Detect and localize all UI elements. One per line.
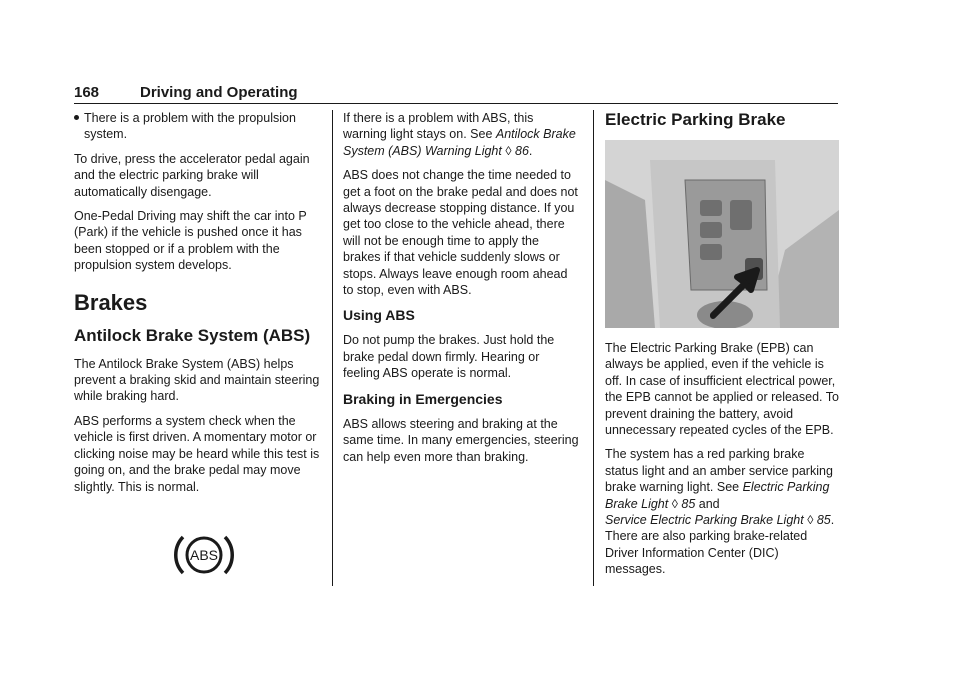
bullet-dot-icon	[74, 115, 79, 120]
bullet-text: There is a problem with the propulsion system.	[84, 111, 296, 142]
heading-electric-parking-brake: Electric Parking Brake	[605, 110, 786, 129]
bullet-item	[74, 110, 322, 143]
paragraph: Do not pump the brakes. Just hold the brake pedal down firmly. Hearing or feeling ABS operate is normal.	[343, 333, 555, 381]
column-1	[74, 110, 322, 579]
page-ref-number[interactable]: 86	[515, 143, 529, 158]
paragraph: ABS does not change the time needed to get a foot on the brake pedal and does not always decrease stopping distance. If you get too close to the vehicle ahead, there will not be enough time to apply the brakes if that vehicle suddenly slows or stops. Always leave enough room ahead to stop, even with ABS.	[343, 168, 578, 298]
column-divider	[332, 110, 333, 586]
column-3	[605, 110, 839, 586]
parking-brake-photo	[605, 140, 839, 328]
section-title: Driving and Operating	[140, 84, 298, 101]
text: The system has a red parking brake status light and an amber service parking brake warning light. See	[605, 447, 833, 495]
abs-icon-label: ABS	[189, 546, 219, 563]
paragraph: The Antilock Brake System (ABS) helps prevent a braking skid and maintain steering while braking hard.	[74, 356, 320, 404]
paragraph: The Electric Parking Brake (EPB) can always be applied, even if the vehicle is off. In case of insufficient electrical power, the EPB cannot be applied or released. To prevent draining the battery, avoid unnecessary repeated cycles of the EPB.	[605, 341, 839, 438]
page-ref-icon: ◊	[807, 513, 814, 528]
page-ref-number[interactable]: 85	[816, 513, 831, 528]
heading-brakes: Brakes	[74, 289, 148, 315]
abs-warning-icon	[172, 531, 236, 579]
text: If there is a problem with ABS, this warning light stays on. See	[343, 111, 534, 142]
text: . There are also parking brake-related Driver Information Center (DIC) messages.	[605, 513, 835, 577]
text: .	[528, 143, 533, 158]
heading-braking-emergencies: Braking in Emergencies	[343, 390, 503, 407]
paragraph	[343, 110, 579, 159]
column-divider	[593, 110, 594, 586]
column-2	[343, 110, 579, 473]
cross-reference-link[interactable]: Electric Parking Brake Light	[605, 480, 830, 511]
paragraph: One-Pedal Driving may shift the car into P (Park) if the vehicle is pushed once it has been stopped or if a problem with the propulsion system develops.	[74, 209, 307, 273]
paragraph: ABS performs a system check when the vehicle is first driven. A momentary motor or clicking noise may be heard while this test is going on, and the brake pedal may move slightly. This is normal.	[74, 413, 320, 494]
heading-using-abs: Using ABS	[343, 307, 415, 324]
page-ref-number[interactable]: 85	[681, 496, 696, 511]
page-header	[74, 84, 838, 104]
paragraph	[605, 446, 839, 577]
page-ref-icon: ◊	[505, 143, 512, 158]
cross-reference-link[interactable]: Antilock Brake System (ABS) Warning Light	[343, 127, 576, 158]
heading-abs: Antilock Brake System (ABS)	[74, 325, 311, 345]
page-ref-icon: ◊	[671, 496, 678, 511]
page-number: 168	[74, 84, 100, 101]
paragraph: To drive, press the accelerator pedal again and the electric parking brake will automatically disengage.	[74, 151, 310, 199]
text: and	[695, 496, 720, 511]
paragraph: ABS allows steering and braking at the same time. In many emergencies, steering can help even more than braking.	[343, 416, 579, 464]
cross-reference-link[interactable]: Service Electric Parking Brake Light	[605, 513, 804, 528]
